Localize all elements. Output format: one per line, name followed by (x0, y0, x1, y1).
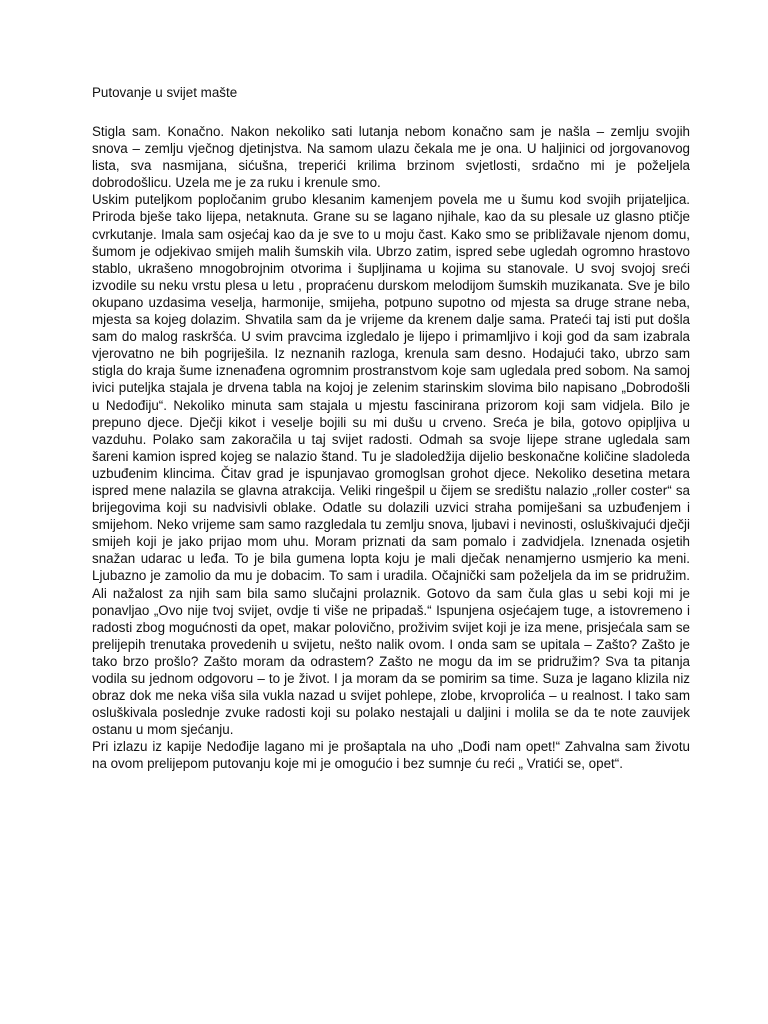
document-body (92, 84, 690, 773)
paragraph-journey: Uskim puteljkom popločanim grubo klesanim kamenjem povela me u šumu kod svojih prijateljica. Priroda bješe tako lijepa, netaknuta. Grane su se lagano njihale, kao da su plesale uz glasno ptičje cvrkutanje. Imala sam osjećaj kao da je sve to u moju čast. Kako smo se približavale njenom domu, šumom je odjekivao smijeh malih šumskih vila. Ubrzo zatim, ispred sebe ugledah ogromno hrastovo stablo, ukrašeno mnogobrojnim otvorima i šupljinama u kojima su stanovale. U svoj svojoj sreći izvodile su neku vrstu plesa u letu , propraćenu durskom melodijom šumskih muzikanata. Sve je bilo okupano uzdasima veselja, harmonije, smijeha, potpuno supotno od mjesta sa druge strane neba, mjesta sa kojeg dolazim. Shvatila sam da je vrijeme da krenem dalje sama. Prateći taj isti put došla sam do malog raskršća. U svim pravcima izgledalo je lijepo i primamljivo i koji god da sam izabrala vjerovatno ne bih pogriješila. Iz neznanih razloga, krenula sam desno. Hodajući tako, ubrzo sam stigla do kraja šume iznenađena ogromnim prostranstvom koje sam ugledala pred sobom. Na samoj ivici puteljka stajala je drvena tabla na kojoj je zelenim starinskim slovima bilo napisano „Dobrodošli u Nedođiju“. Nekoliko minuta sam stajala u mjestu fascinirana prizorom koji sam vidjela. Bilo je prepuno djece. Dječji kikot i veselje bojili su mi dušu u crveno. Sreća je bila, gotovo opipljiva u vazduhu. Polako sam zakoračila u taj svijet radosti. Odmah sa svoje lijepe strane ugledala sam šareni kamion ispred kojeg se nalazio štand. Tu je sladoledžija dijelio beskonačne količine sladoleda uzbuđenim klincima. Čitav grad je ispunjavao gromoglsan grohot djece. Nekoliko desetina metara ispred mene nalazila se glavna atrakcija. Veliki ringešpil u čijem se središtu nalazio „roller coster“ sa brijegovima koji su nadvisivli oblake. Odatle su dolazili uzvici straha pomiješani sa uzbuđenjem i smijehom. Neko vrijeme sam samo razgledala tu zemlju snova, ljubavi i nevinosti, osluškivajući dječji smijeh koji je jako prijao mom uhu. Moram priznati da sam pomalo i zadvidjela. Iznenada osjetih snažan udarac u leđa. To je bila gumena lopta koju je mali dječak nenamjerno usmjerio ka meni. Ljubazno je zamolio da mu je dobacim. To sam i uradila. Očajnički sam poželjela da im se pridružim. Ali nažalost za njih sam bila samo slučajni prolaznik. Gotovo da sam čula glas u sebi koji mi je ponavljao „Ovo nije tvoj svijet, ovdje ti više ne pripadaš.“ Ispunjena osjećajem tuge, a istovremeno i radosti zbog mogućnosti da opet, makar polovično, proživim svijet koji je iza mene, prisjećala sam se prelijepih trenutaka provedenih u svijetu, nešto nalik ovom. I onda sam se upitala – Zašto? Zašto je tako brzo prošlo? Zašto moram da odrastem? Zašto ne mogu da im se pridružim? Sva ta pitanja vodila su jednom odgovoru – to je život. I ja moram da se pomirim sa time. Suza je lagano klizila niz obraz dok me neka viša sila vukla nazad u svijet pohlepe, zlobe, krvoprolića – u realnost. I tako sam osluškivala poslednje zvuke radosti koji su polako nestajali u daljini i molila se da te note zauvijek ostanu u mom sjećanju. (92, 192, 690, 738)
paragraph-arrival: Stigla sam. Konačno. Nakon nekoliko sati lutanja nebom konačno sam je našla – zemlju svojih snova – zemlju vječnog djetinjstva. Na samom ulazu čekala me je ona. U haljinici od jorgovanovog lista, sva nasmijana, sićušna, treperići krilima brzinom svjetlosti, srdačno mi je poželjela dobrodošlicu. Uzela me je za ruku i krenule smo. (92, 124, 690, 191)
paragraph-farewell: Pri izlazu iz kapije Nedođije lagano mi je prošaptala na uho „Dođi nam opet!“ Zahvalna sam životu na ovom prelijepom putovanju koje mi je omogućio i bez sumnje ću reći „ Vratići se, opet“. (92, 739, 690, 772)
document-title: Putovanje u svijet mašte (92, 85, 238, 100)
